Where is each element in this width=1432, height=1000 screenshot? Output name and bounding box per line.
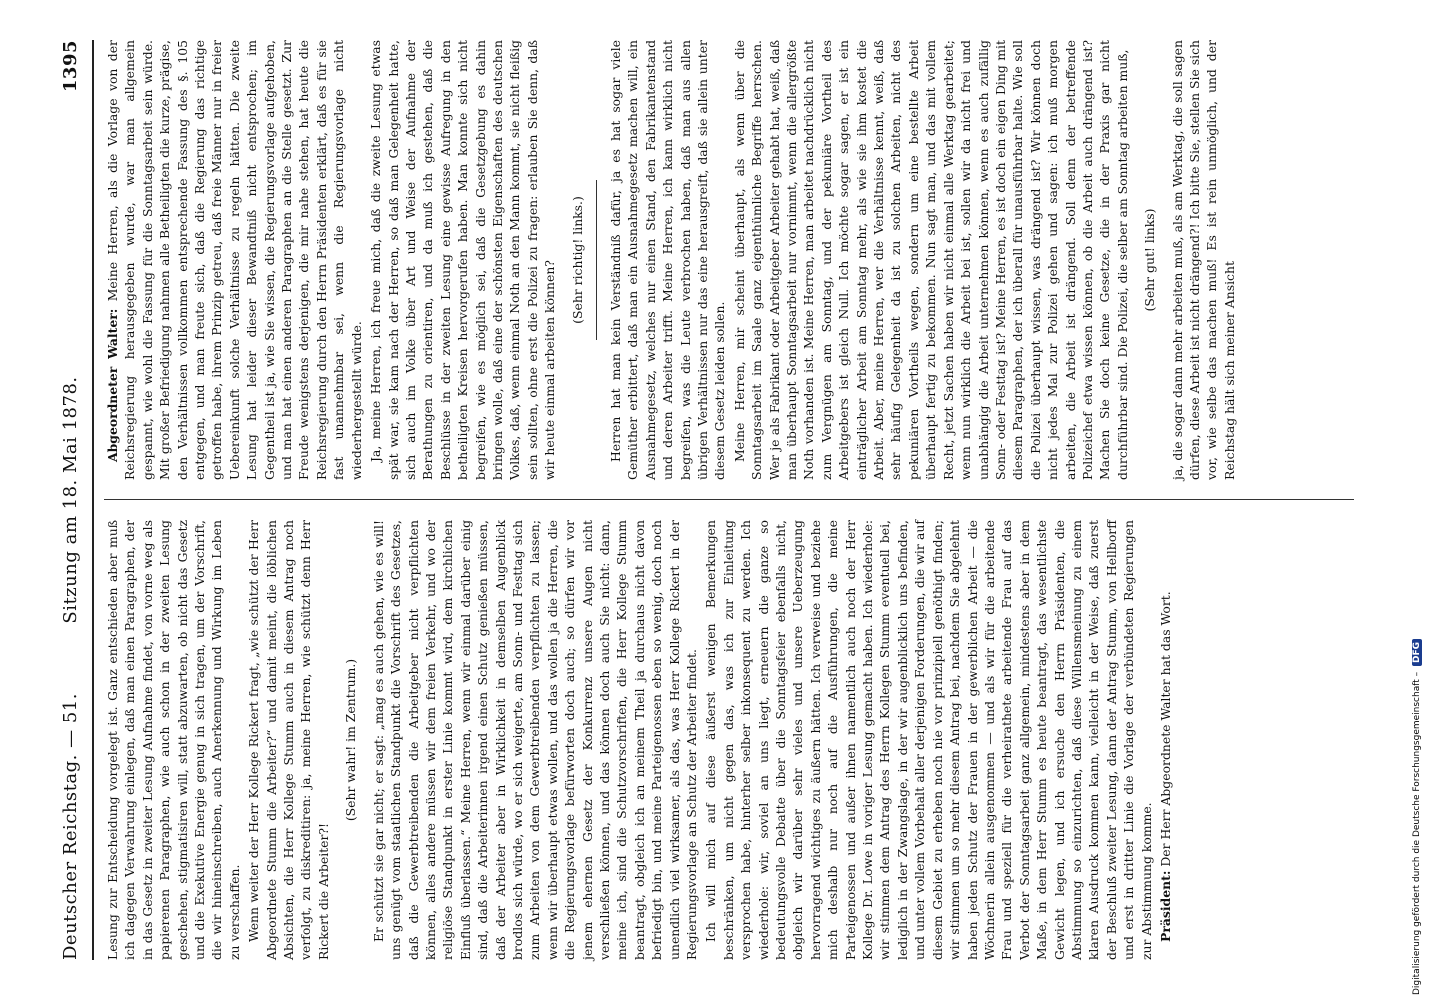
paragraph: Er schützt sie gar nicht; er sagt: „mag es auch gehen, wie es will! uns genügt vom staatlichen Standpunkt die Vorschrift des Gesetzes, daß die Gewerbtreibenden die Arbeitgeber nicht verpflichten können, alles andere müssen wir dem freien Verkehr, und wo der religiöse Standpunkt in erster Linie kommt wird, dem kirchlichen Einfluß überlassen.“ Meine Herren, wenn wir einmal darüber einig sind, daß die Arbeiterinnen irgend einen Schutz genießen müssen, daß der Arbeiter aber in Wirklichkeit in demselben Augenblick brodlos sich würde, wo er sich weigerte, am Sonn- und Festtag sich zum Arbeiten von dem Gewerbtreibenden verpflichten zu lassen; wenn wir überhaupt etwas wollen, und das wollen ja die Herren, die die Regierungsvorlage befürworten doch auch; so dürfen wir vor jenem ehernen Gesetz der Konkurrenz unsere Augen nicht verschließen können, und das können doch auch Sie nicht: dann, meine ich, sind die Schutzvorschriften, die Herr Kollege Stumm beantragt, obgleich ich an meinem Theil ja durchaus nicht davon befriedigt bin, und meine Parteigenossen eben so wenig, doch noch unendlich viel wirksamer, als das, was Herr Kollege Rickert in der Regierungsvorlage an Schutz der Arbeiter findet. (370, 520, 699, 960)
right-column (104, 40, 1240, 480)
paragraph: ja, die sogar dann mehr arbeiten muß, als am Werktag, die soll sagen dürfen, diese Arbeit ist nicht drängend?! Ich bitte Sie, stellen Sie sich vor, wie selbe das machen muß! Es ist rein unmöglich, und der Reichstag hält sich meiner Ansicht (1169, 40, 1237, 480)
credit-text: Digitalisierung gefördert durch die Deutsche Forschungsgemeinschaft – (1412, 671, 1422, 995)
paragraph: Lesung zur Entscheidung vorgelegt ist. Ganz entschieden aber muß ich dagegen Verwahrung einlegen, daß man einen Paragraphen, der in das Gesetz in zweiter Lesung Aufnahme findet, von vorne weg als papierenen Paragraphen, wie auch schon in der zweiten Lesung geschehen, stigmatisiren will, statt abzuwarten, ob nicht das Gesetz und die Exekutive Energie genug in sich tragen, um der Vorschrift, die wir hineinschreiben, auch Anerkennung und Wirkung im Leben zu verschaffen. (105, 520, 242, 960)
digitization-credit (1402, 0, 1432, 1000)
paragraph: Wenn weiter der Herr Kollege Rickert fragt, „wie schützt der Herr Abgeordnete Stumm die Arbeiter?“ und damit meint, die löblichen Absichten, die Herr Kollege Stumm auch in diesem Antrag noch verfolgt, zu diskreditiren: ja, meine Herren, wie schützt denn Herr Rickert die Arbeiter?! (246, 520, 331, 960)
header-left: Deutscher Reichstag. — 51. (60, 693, 81, 960)
interjection: (Sehr richtig! links.) (569, 196, 585, 324)
paragraph: Ich will mich auf diese äußerst wenigen Bemerkungen beschränken, um nicht gegen das, was ich zur Einleitung versprochen habe, hinterher selber inkonsequent zu werden. Ich wiederhole: wir, soviel an uns liegt, erneuern die ganze so bedeutungsvolle Debatte über die Sonntagsfeier ebenfalls nicht, obgleich wir darüber sehr vieles und unsere Ueberzeugung hervorragend wichtiges zu äußern hätten. Ich verweise und beziehe mich deshalb nur noch auf die Ausführungen, die meine Parteigenossen und außer ihnen namentlich auch noch der Herr Kollege Dr. Lowe in voriger Lesung gemacht haben. Ich wiederhole: wir stimmen dem Antrag des Herrn Kollegen Stumm eventuell bei, lediglich in der Zwangslage, in der wir augenblicklich uns befinden, und unter vollem Vorbehalt aller derjenigen Forderungen, die wir auf diesem Gebiet zu erheben noch nie vor prinzipiell genöthigt finden; wir stimmen um so mehr diesem Antrag bei, nachdem Sie abgelehnt haben jeden Schutz der Frauen in der gewerblichen Arbeit — die Wöchnerin allein ausgenommen — und als wir für die arbeitende Frau und speziell für die verheirathete arbeitende Frau auf das Verbot der Sonntagsarbeit ganz allgemein, mindestens aber in dem Maße, in dem Herr Stumm es heute beantragt, das wesentlichste Gewicht legen, und ich ersuche den Herrn Präsidenten, die Abstimmung so einzurichten, daß diese Willensmeinung zu einem klaren Ausdruck kommen kann, vielleicht in der Weise, daß zuerst der Beschluß zweiter Lesung, dann der Antrag Stumm, von Hellborff und erst in dritter Linie die Vorlage der verbündeten Regierungen zur Abstimmung komme. (703, 520, 1154, 960)
speaker-label: Abgeordneter Walter: (105, 308, 120, 462)
president-text: Der Herr Abgeordnete Walter hat das Wort. (1157, 591, 1173, 867)
section-divider (596, 180, 597, 340)
interjection: (Sehr gut! links) (1142, 208, 1158, 312)
dfg-logo: DFG (1412, 639, 1422, 666)
left-column (104, 520, 1176, 960)
paragraph: Ja, meine Herren, ich freue mich, daß die zweite Lesung etwas spät war, sie kam nach der Herren, so daß man Gelegenheit hatte, sich auch im Volke über Art und Weise der Aufnahme der Berathungen zu orientiren, und da muß ich gestehen, daß die Beschlüsse in der zweiten Lesung eine gewisse Aufregung in den betheiligten Kreisen hervorgerufen haben. Man konnte sich nicht begreifen, wie es möglich sei, daß die Gesetzgebung es dahin bringen wolle, daß eine der schönsten Eigenschaften des deutschen Volkes, daß, wenn einmal Noth an den Mann kommt, sie nicht fleißig sein sollten, ohne erst die Polizei zu fragen: erlauben Sie denn, daß wir heute einmal arbeiten können? (368, 40, 558, 480)
header-rule (92, 40, 94, 960)
president-label: Präsident: (1157, 870, 1173, 942)
column-separator (104, 499, 1354, 500)
paragraph: Meine Herren, mir scheint überhaupt, als wenn über die Sonntagsarbeit im Saale ganz eigenthümliche Begriffe herrschen. Wer je als Fabrikant oder Arbeitgeber Arbeiter gehabt hat, weiß, daß man überhaupt Sonntagsarbeit nur vornimmt, wenn die allergrößte Noth vorhanden ist. Meine Herren, man arbeitet nachdrücklich nicht zum Vergnügen am Sonntag, und der pekuniäre Vortheil des Arbeitgebers ist gleich Null. Ich möchte sogar sagen, er ist ein einträglicher Arbeit am Sonntag mehr, als wie sie ihm kostet die Arbeit. Aber, meine Herren, wer die Verhältnisse kennt, weiß, daß sehr häufig Gelegenheit da ist zu solchen Arbeiten, nicht des pekuniären Vortheils wegen, sondern um eine bestellte Arbeit überhaupt fertig zu bekommen. Nun sagt man, und das mit vollem Recht, jetzt Sachen haben wir nicht einmal alle Werktag gearbeitet; wenn nun wirklich die Arbeit bei ist, sollen wir da nicht frei und unabhängig die Arbeit unternehmen können, wenn es auch zufällig Sonn- oder Festtag ist? Meine Herren, es ist doch ein eigen Ding mit diesem Paragraphen, der ich überall für unausführbar halte. Wie soll die Polizei überhaupt wissen, was drängend ist? Wir können doch nicht jedes Mal zur Polizei gehen und sagen: ich muß morgen arbeiten, die Arbeit ist drängend. Soll denn der betreffende Polizeichef etwa wissen können, ob die Arbeit auch drängend ist? Machen Sie doch keine Gesetze, die in der Praxis gar nicht durchführbar sind. Die Polizei, die selber am Sonntag arbeiten muß, (731, 40, 1130, 480)
page-number: 1395 (60, 40, 81, 93)
page-header (60, 40, 86, 960)
paragraph: Meine Herren, als die Vorlage von der Reichsregierung herausgegeben wurde, war man allgemein gespannt, wie wohl die Fassung für die Sonntagsarbeit sein würde. Mit großer Befriedigung nahmen alle Betheiligten die kurze, prägise, den Verhältnissen vollkommen entsprechende Fassung des §. 105 entgegen, und man freute sich, daß die Regierung das richtige getroffen habe, ihrem Prinzip getreu, daß freie Männer nur in freier Uebereinkunft solche Verhältnisse zu regeln hätten. Die zweite Lesung hat leider dieser Bewandtniß nicht entsprochen; im Gegentheil ist ja, wie Sie wissen, die Regierungsvorlage aufgehoben, und man hat einen anderen Paragraphen an die Stelle gesetzt. Zur Freude wenigstens derjenigen, die mir nahe stehen, hat heute die Reichsregierung durch den Herrn Präsidenten erklärt, daß es für sie fast unannehmbar sei, wenn die Regierungsvorlage nicht wiederhergestellt würde. (105, 40, 364, 480)
header-session-date: Sitzung am 18. Mai 1878. (60, 376, 81, 624)
interjection: (Sehr wahr! im Zentrum.) (343, 658, 359, 822)
paragraph: Herren hat man kein Verständniß dafür, ja es hat sogar viele Gemüther erbittert, daß man ein Ausnahmegesetz machen will, ein Ausnahmegesetz, welches nur einen Stand, den Fabrikantenstand und deren Arbeiter trifft. Meine Herren, ich kann wirklich nicht begreifen, was die Leute verbrochen haben, daß man aus allen übrigen Verhältnissen nur das eine herausgreift, daß sie allein unter diesem Gesetz leiden sollen. (607, 40, 728, 480)
